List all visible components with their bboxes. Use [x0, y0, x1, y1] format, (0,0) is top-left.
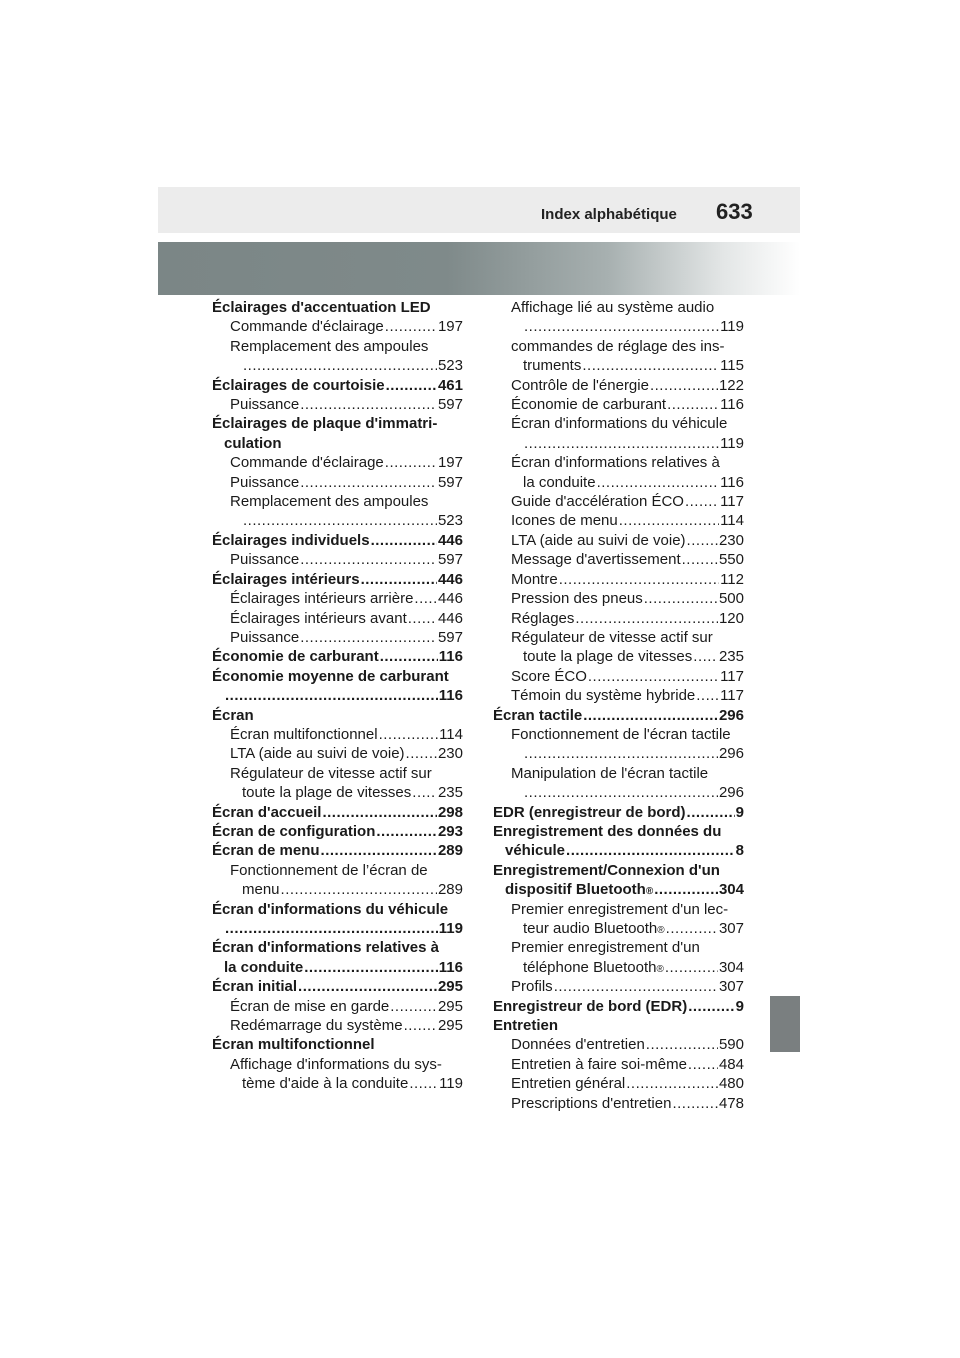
index-entry-label: Économie moyenne de carburant — [212, 667, 449, 685]
dot-leader — [322, 803, 437, 822]
index-entry-label: Éclairages intérieurs arrière — [230, 590, 414, 608]
index-entry-label: Icones de menu — [511, 512, 618, 530]
index-entry-label: Écran — [212, 706, 254, 724]
page-title: Index alphabétique — [541, 206, 677, 223]
dot-leader — [380, 647, 438, 666]
index-entry — [212, 783, 463, 802]
index-entry — [493, 589, 744, 608]
index-entry — [212, 628, 463, 647]
dot-leader — [281, 880, 437, 899]
index-entry-page: 235 — [718, 648, 744, 666]
dot-leader — [619, 511, 719, 530]
dot-leader — [406, 744, 437, 763]
dot-leader — [559, 570, 719, 589]
index-entry — [493, 686, 744, 705]
index-entry — [493, 1016, 744, 1035]
index-entry-label: toute la plage de vitesses — [523, 648, 693, 666]
index-entry-label: Éclairages individuels — [212, 531, 370, 549]
index-entry-label: Écran d'informations relatives à — [212, 939, 439, 957]
dot-leader — [685, 492, 719, 511]
index-entry — [493, 1055, 744, 1074]
index-entry — [212, 977, 463, 996]
index-entry-label: Entretien — [493, 1017, 559, 1035]
dot-leader — [688, 997, 734, 1016]
index-entry-label: tème d'aide à la conduite — [242, 1075, 409, 1093]
index-entry — [212, 317, 463, 336]
index-entry-page: 295 — [437, 997, 463, 1015]
index-entry — [493, 977, 744, 996]
index-entry-label: la conduite — [224, 958, 304, 976]
index-entry — [493, 938, 744, 957]
index-entry-page: 289 — [437, 842, 463, 860]
index-entry-label: Pression des pneus — [511, 590, 643, 608]
index-entry-page: 298 — [437, 803, 463, 821]
index-entry — [493, 628, 744, 647]
index-entry-page: 117 — [720, 493, 744, 511]
index-entry-page: 120 — [718, 609, 744, 627]
index-entry — [493, 511, 744, 530]
index-entry-page: 230 — [718, 531, 744, 549]
index-entry — [212, 841, 463, 860]
index-column-right — [493, 298, 744, 1113]
dot-leader — [385, 453, 437, 472]
index-entry-page: 116 — [720, 473, 744, 491]
index-entry-page: 296 — [718, 706, 744, 724]
dot-leader — [300, 550, 437, 569]
index-entry-label: Écran initial — [212, 978, 298, 996]
index-entry-label: Fonctionnement de l’écran de — [230, 861, 428, 879]
index-entry-page: 597 — [437, 628, 463, 646]
index-entry-label: Premier enregistrement d'un lec- — [511, 900, 729, 918]
index-entry-page: 114 — [720, 512, 744, 530]
index-entry — [212, 434, 463, 453]
index-entry-page: 307 — [718, 978, 744, 996]
index-entry-label: Puissance — [230, 628, 300, 646]
index-entry-page: 119 — [720, 434, 744, 452]
index-entry-label: Écran d'accueil — [212, 803, 322, 821]
index-entry-label: commandes de réglage des ins- — [511, 337, 725, 355]
index-entry-label: Éclairages intérieurs — [212, 570, 360, 588]
index-entry-label: Éclairages de plaque d'immatri- — [212, 415, 438, 433]
index-entry-label: Commande d'éclairage — [230, 318, 384, 336]
index-entry — [493, 706, 744, 725]
dot-leader — [390, 997, 437, 1016]
index-entry-page: 480 — [718, 1075, 744, 1093]
index-entry — [212, 822, 463, 841]
dot-leader — [654, 880, 718, 899]
index-entry-page: 230 — [437, 745, 463, 763]
index-entry-label: Éclairages intérieurs avant — [230, 609, 407, 627]
dot-leader — [687, 531, 718, 550]
index-entry-label: Entretien à faire soi-même — [511, 1055, 687, 1073]
dot-leader — [626, 1074, 718, 1093]
index-entry — [493, 337, 744, 356]
index-entry — [212, 511, 463, 530]
dot-leader — [408, 609, 437, 628]
index-entry-label: LTA (aide au suivi de voie) — [511, 531, 686, 549]
index-entry-label: toute la plage de vitesses — [242, 784, 412, 802]
index-entry-page: 119 — [438, 920, 463, 937]
index-entry-label: Écran d'informations du véhicule — [511, 415, 728, 433]
index-entry-page: 9 — [735, 803, 744, 821]
index-entry-page: 446 — [437, 531, 463, 549]
index-entry — [493, 434, 744, 453]
index-entry-page: 295 — [437, 1017, 463, 1035]
index-entry-page: 590 — [718, 1036, 744, 1054]
index-entry: dispositif Bluetooth ® ..... 304 — [493, 880, 744, 899]
index-entry-label: Écran d'informations du véhicule — [212, 900, 449, 918]
index-entry — [212, 570, 463, 589]
index-entry-page: 197 — [437, 454, 463, 472]
index-entry-label: LTA (aide au suivi de voie) — [230, 745, 405, 763]
index-entry-page: 9 — [735, 997, 744, 1015]
index-entry — [212, 589, 463, 608]
index-entry — [212, 958, 463, 977]
index-entry-page: 235 — [437, 784, 463, 802]
index-entry-label: Contrôle de l'énergie — [511, 376, 649, 394]
dot-leader — [225, 919, 438, 938]
index-entry — [493, 609, 744, 628]
header-band — [158, 187, 800, 233]
dot-leader — [386, 376, 437, 395]
index-entry-label: Enregistrement des données du — [493, 822, 722, 840]
index-entry — [212, 453, 463, 472]
index-entry-label: Écran de mise en garde — [230, 997, 390, 1015]
index-entry — [212, 725, 463, 744]
dot-leader — [583, 706, 718, 725]
dot-leader — [300, 628, 437, 647]
index-entry — [493, 550, 744, 569]
index-entry — [212, 919, 463, 938]
index-entry — [212, 298, 463, 317]
index-entry-label: Profils — [511, 978, 553, 996]
index-entry-label: Prescriptions d'entretien — [511, 1094, 672, 1112]
index-entry-label: Écran multifonctionnel — [230, 725, 378, 743]
index-entry-page: 304 — [718, 881, 744, 899]
index-entry-page: 114 — [439, 725, 463, 743]
index-entry-label: menu — [242, 881, 280, 899]
index-entry — [212, 667, 463, 686]
dot-leader — [412, 783, 437, 802]
dot-leader — [524, 434, 719, 453]
index-entry — [212, 1055, 463, 1074]
dot-leader — [524, 783, 718, 802]
index-entry-label: culation — [224, 434, 282, 452]
index-entry — [212, 803, 463, 822]
index-entry-page: 289 — [437, 881, 463, 899]
index-entry — [212, 1074, 463, 1093]
index-entry — [212, 414, 463, 433]
index-entry-label: Écran de menu — [212, 842, 320, 860]
dot-leader — [575, 609, 718, 628]
index-entry — [493, 667, 744, 686]
index-entry-label: Commande d'éclairage — [230, 454, 384, 472]
index-entry-label: Réglages — [511, 609, 575, 627]
index-entry-page: 304 — [718, 958, 744, 976]
dot-leader — [243, 356, 437, 375]
index-entry — [493, 1074, 744, 1093]
index-entry-page: 500 — [718, 590, 744, 608]
index-column-left — [212, 298, 463, 1094]
index-entry — [493, 492, 744, 511]
dot-leader — [666, 919, 718, 938]
index-entry-label: Régulateur de vitesse actif sur — [230, 764, 432, 782]
index-entry-page: 523 — [437, 357, 463, 375]
index-entry — [212, 764, 463, 783]
index-entry — [493, 317, 744, 336]
index-entry — [212, 531, 463, 550]
dot-leader — [243, 511, 437, 530]
index-entry — [212, 395, 463, 414]
index-entry — [212, 997, 463, 1016]
index-entry — [493, 1094, 744, 1113]
index-entry — [493, 783, 744, 802]
dot-leader — [696, 686, 719, 705]
dot-leader — [379, 725, 439, 744]
dot-leader — [554, 977, 718, 996]
index-entry-page: 446 — [437, 590, 463, 608]
index-entry — [212, 356, 463, 375]
dot-leader — [682, 550, 718, 569]
index-entry — [212, 900, 463, 919]
index-entry — [212, 861, 463, 880]
index-entry-label: Guide d'accélération ÉCO — [511, 493, 684, 511]
header-gradient-bar — [158, 242, 800, 295]
index-entry-label: Écran de configuration — [212, 822, 376, 840]
index-entry-label: Économie de carburant — [511, 396, 667, 414]
index-entry — [493, 744, 744, 763]
index-entry-label: Entretien général — [511, 1075, 626, 1093]
index-entry — [493, 473, 744, 492]
index-entry-page: 296 — [718, 784, 744, 802]
index-entry-page: 446 — [437, 609, 463, 627]
index-entry — [493, 395, 744, 414]
index-entry-label: Fonctionnement de l'écran tactile — [511, 725, 731, 743]
index-entry-label: truments — [523, 357, 582, 375]
index-entry-page: 597 — [437, 551, 463, 569]
index-entry-page: 461 — [437, 376, 463, 394]
index-entry-page: 597 — [437, 473, 463, 491]
index-entry-page: 307 — [718, 920, 744, 937]
index-entry — [493, 997, 744, 1016]
index-entry — [212, 609, 463, 628]
index-entry — [212, 686, 463, 705]
index-entry-label: Données d'entretien — [511, 1036, 645, 1054]
index-entry — [493, 764, 744, 783]
index-entry — [493, 356, 744, 375]
index-entry-label: Puissance — [230, 473, 300, 491]
dot-leader — [304, 958, 438, 977]
dot-leader — [409, 1074, 438, 1093]
index-entry — [493, 822, 744, 841]
index-entry-label: Puissance — [230, 396, 300, 414]
index-entry-page: 116 — [720, 396, 744, 414]
index-entry-page: 8 — [735, 842, 744, 860]
dot-leader — [688, 1055, 718, 1074]
index-entry-page: 550 — [718, 551, 744, 569]
dot-leader — [687, 803, 735, 822]
index-entry: teur audio Bluetooth ® ..... 307 — [493, 919, 744, 938]
index-entry — [493, 725, 744, 744]
index-entry-label: Score ÉCO — [511, 667, 587, 685]
index-entry-page: 112 — [720, 570, 744, 588]
page-number: 633 — [716, 199, 753, 224]
index-entry — [493, 376, 744, 395]
index-entry — [212, 492, 463, 511]
section-tab-marker — [770, 996, 800, 1052]
index-entry-page: 117 — [720, 687, 744, 705]
index-entry-label: Témoin du système hybride — [511, 687, 696, 705]
index-entry-label: Remplacement des ampoules — [230, 493, 429, 511]
index-entry — [212, 880, 463, 899]
index-entry — [212, 1016, 463, 1035]
dot-leader — [321, 841, 437, 860]
index-entry-page: 116 — [438, 648, 463, 666]
index-entry-label: dispositif Bluetooth — [505, 881, 646, 899]
index-entry — [493, 1035, 744, 1054]
index-entry-page: 119 — [439, 1075, 463, 1093]
index-entry — [212, 376, 463, 395]
index-entry-label: EDR (enregistreur de bord) — [493, 803, 686, 821]
index-entry — [493, 298, 744, 317]
dot-leader — [582, 356, 719, 375]
index-entry — [212, 647, 463, 666]
index-entry-label: Message d'avertissement — [511, 551, 681, 569]
index-entry-label: Éclairages de courtoisie — [212, 376, 385, 394]
index-entry-page: 484 — [718, 1055, 744, 1073]
index-entry-page: 296 — [718, 745, 744, 763]
index-entry — [493, 803, 744, 822]
dot-leader — [300, 473, 437, 492]
dot-leader — [665, 958, 718, 977]
dot-leader — [693, 647, 718, 666]
index-entry — [212, 550, 463, 569]
index-entry — [493, 647, 744, 666]
index-entry-label: Remplacement des ampoules — [230, 337, 429, 355]
index-entry — [493, 570, 744, 589]
index-entry-label: Régulateur de vitesse actif sur — [511, 628, 713, 646]
dot-leader — [672, 1094, 718, 1113]
index-entry — [212, 744, 463, 763]
index-entry-label: Écran tactile — [493, 706, 583, 724]
index-entry — [493, 453, 744, 472]
index-entry-label: véhicule — [505, 842, 566, 860]
index-entry-label: la conduite — [523, 473, 596, 491]
index-entry-page: 117 — [720, 667, 744, 685]
dot-leader — [524, 744, 718, 763]
index-entry-label: Affichage d'informations du sys- — [230, 1055, 442, 1073]
index-entry — [493, 414, 744, 433]
index-entry-page: 293 — [437, 822, 463, 840]
index-entry-page: 115 — [720, 357, 744, 375]
dot-leader — [524, 317, 719, 336]
index-entry-page: 197 — [437, 318, 463, 336]
dot-leader — [361, 570, 437, 589]
index-entry — [212, 473, 463, 492]
index-entry-page: 523 — [437, 512, 463, 530]
index-entry-label: Montre — [511, 570, 558, 588]
index-entry-label: teur audio Bluetooth — [523, 920, 658, 937]
dot-leader — [644, 589, 718, 608]
index-entry-page: 122 — [718, 376, 744, 394]
dot-leader — [597, 473, 720, 492]
index-entry-label: Écran d'informations relatives à — [511, 454, 720, 472]
index-entry-label: Écran multifonctionnel — [212, 1036, 375, 1054]
index-entry-page: 478 — [718, 1094, 744, 1112]
index-entry-page: 597 — [437, 396, 463, 414]
dot-leader — [588, 667, 719, 686]
index-entry-label: Économie de carburant — [212, 648, 379, 666]
index-entry-label: Manipulation de l'écran tactile — [511, 764, 709, 782]
index-entry — [212, 337, 463, 356]
index-entry-page: 295 — [437, 978, 463, 996]
index-entry-label: téléphone Bluetooth — [523, 958, 657, 976]
index-entry — [493, 531, 744, 550]
index-entry-label: Redémarrage du système — [230, 1017, 403, 1035]
index-entry: téléphone Bluetooth ® ..... 304 — [493, 958, 744, 977]
dot-leader — [371, 531, 437, 550]
index-entry-label: Premier enregistrement d'un — [511, 939, 700, 957]
index-entry-page: 116 — [438, 958, 463, 976]
index-entry-label: Enregistrement/Connexion d'un — [493, 861, 720, 879]
dot-leader — [376, 822, 437, 841]
index-entry-page: 116 — [438, 687, 463, 705]
dot-leader — [414, 589, 437, 608]
index-entry — [493, 841, 744, 860]
index-entry-label: Enregistreur de bord (EDR) — [493, 997, 688, 1015]
index-entry — [212, 1035, 463, 1054]
index-entry-page: 446 — [437, 570, 463, 588]
dot-leader — [667, 395, 719, 414]
dot-leader — [650, 376, 718, 395]
index-entry — [493, 900, 744, 919]
dot-leader — [646, 1035, 718, 1054]
index-entry-label: Puissance — [230, 551, 300, 569]
dot-leader — [566, 841, 735, 860]
index-entry — [212, 706, 463, 725]
dot-leader — [298, 977, 437, 996]
dot-leader — [300, 395, 437, 414]
dot-leader — [225, 686, 438, 705]
index-entry-page: 119 — [720, 318, 744, 336]
index-entry-label: Affichage lié au système audio — [511, 299, 715, 316]
index-entry-label: Éclairages d'accentuation LED — [212, 299, 431, 316]
dot-leader — [404, 1016, 437, 1035]
index-entry — [493, 861, 744, 880]
index-entry — [212, 938, 463, 957]
dot-leader — [385, 317, 437, 336]
